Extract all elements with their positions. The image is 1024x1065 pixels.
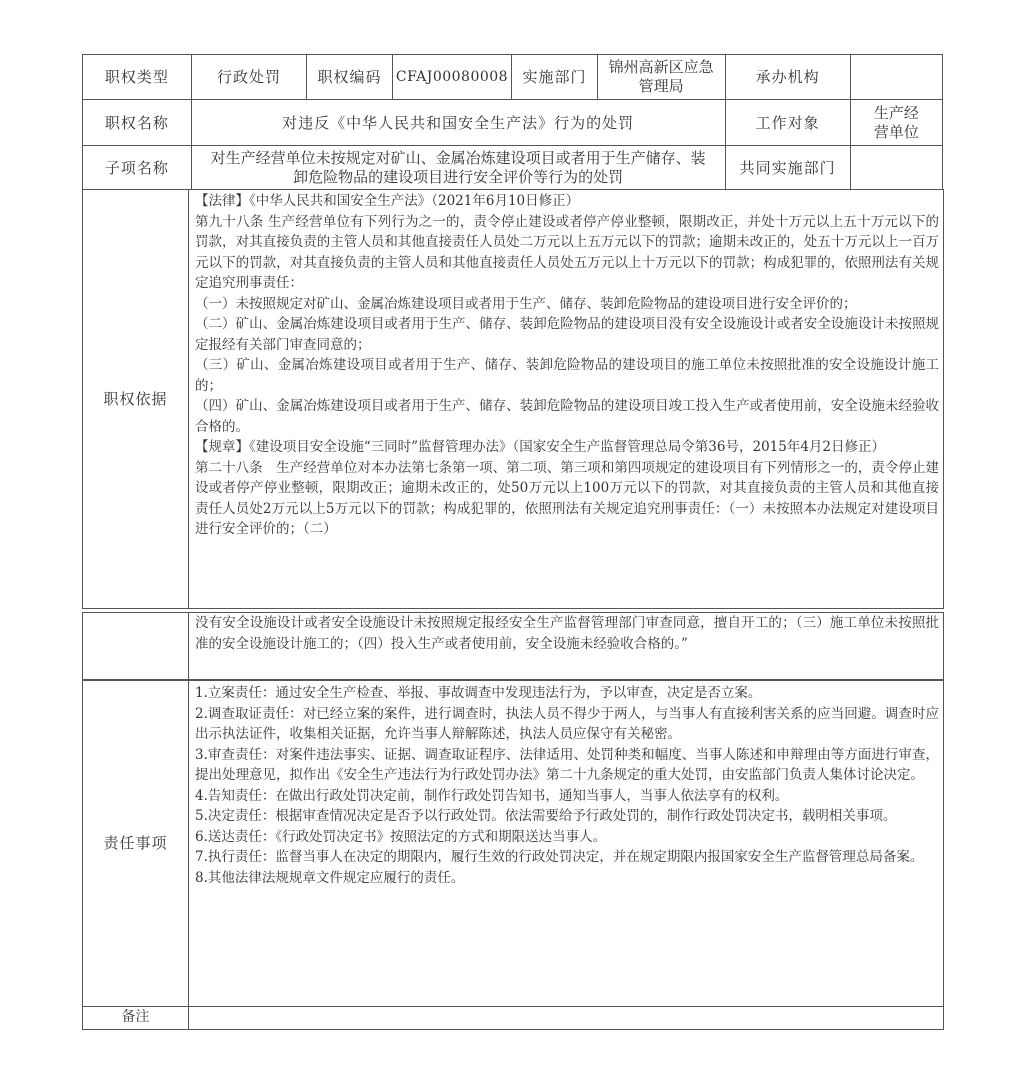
basis-paragraph: 第二十八条 生产经营单位对本办法第七条第一项、第二项、第三项和第四项规定的建设项目有下列情形之一的，责令停止建设或者停产停业整顿，限期改正；逾期未改正的，处50万元以上100万元以下的罚款，对其直接负责的主管人员和其他直接责任人员处2万元以上5万元以下的罚款；构成犯罪的，依照刑法有关规定追究刑事责任：（一）未按照本办法规定对建设项目进行安全评价的；（二） [195, 459, 939, 537]
duty-item: 5.决定责任：根据审查情况决定是否予以行政处罚。依法需要给予行政处罚的，制作行政处罚决定书，载明相关事项。 [195, 808, 897, 824]
target-value: 生产经营单位 [850, 100, 942, 146]
basis-paragraph: （一）未按照规定对矿山、金属冶炼建设项目或者用于生产、储存、装卸危险物品的建设项目进行安全评价的； [195, 295, 857, 312]
basis-paragraph: （三）矿山、金属冶炼建设项目或者用于生产、储存、装卸危险物品的建设项目的施工单位未按照批准的安全设施设计施工的； [195, 357, 939, 394]
dept-label: 实施部门 [512, 55, 597, 100]
continuation-label-cell [83, 613, 189, 680]
code-label: 职权编码 [307, 55, 392, 100]
dept-value: 锦州高新区应急管理局 [597, 55, 725, 100]
basis-paragraph: 第九十八条 生产经营单位有下列行为之一的，责令停止建设或者停产停业整顿，限期改正，并处十万元以上五十万元以下的罚款，对其直接负责的主管人员和其他直接责任人员处二万元以上五万元以下的罚款；逾期未改正的，处五十万元以上一百万元以下的罚款，对其直接负责的主管人员和其他直接责任人员处五万元以上十万元以下的罚款；构成犯罪的，依照刑法有关规定追究刑事责任： [195, 213, 939, 291]
type-value: 行政处罚 [191, 55, 307, 100]
sub-label: 子项名称 [83, 146, 192, 190]
duties-table [82, 680, 944, 1030]
org-label: 承办机构 [725, 55, 850, 100]
header-table [82, 54, 943, 190]
basis-continuation-table [82, 612, 944, 680]
basis-paragraph: （二）矿山、金属冶炼建设项目或者用于生产、储存、装卸危险物品的建设项目没有安全设施设计或者安全设施设计未按照规定报经有关部门审查同意的； [195, 316, 939, 353]
type-label: 职权类型 [83, 55, 192, 100]
duty-item: 1.立案责任：通过安全生产检查、举报、事故调查中发现违法行为，予以审查，决定是否立案。 [195, 685, 762, 701]
duty-item: 2.调查取证责任：对已经立案的案件，进行调查时，执法人员不得少于两人，与当事人有直接利害关系的应当回避。调查时应出示执法证件，收集相关证据，允许当事人辩解陈述，执法人员应保守有关秘密。 [195, 705, 939, 742]
code-value: CFAJ00080008 [392, 55, 512, 100]
basis-paragraph: 【法律】《中华人民共和国安全生产法》（2021年6月10日修正） [195, 193, 580, 209]
duty-item: 8.其他法律法规规章文件规定应履行的责任。 [195, 869, 465, 886]
target-label: 工作对象 [725, 100, 850, 146]
org-value [850, 55, 942, 100]
duty-item: 3.审查责任：对案件违法事实、证据、调查取证程序、法律适用、处罚种类和幅度、当事人陈述和申辩理由等方面进行审查，提出处理意见，拟作出《安全生产违法行为行政处罚办法》第二十九条规定的重大处罚，由安监部门负责人集体讨论决定。 [195, 746, 939, 783]
duties-content [189, 681, 944, 1007]
joint-value [850, 146, 942, 190]
name-label: 职权名称 [83, 100, 192, 146]
remarks-label: 备注 [83, 1006, 189, 1029]
joint-label: 共同实施部门 [725, 146, 850, 190]
basis-paragraph: （四）矿山、金属冶炼建设项目或者用于生产、储存、装卸危险物品的建设项目竣工投入生产或者使用前，安全设施未经验收合格的。 [195, 398, 939, 435]
basis-label: 职权依据 [83, 190, 189, 609]
duty-item: 6.送达责任：《行政处罚决定书》按照法定的方式和期限送达当事人。 [195, 828, 607, 845]
sub-value: 对生产经营单位未按规定对矿山、金属冶炼建设项目或者用于生产储存、装卸危险物品的建设项目进行安全评价等行为的处罚 [191, 146, 725, 190]
remarks-value [189, 1006, 944, 1029]
basis-paragraph: 【规章】《建设项目安全设施“三同时”监督管理办法》（国家安全生产监督管理总局令第36号，2015年4月2日修正） [195, 439, 886, 455]
basis-continuation: 没有安全设施设计或者安全设施设计未按照规定报经安全生产监督管理部门审查同意，擅自开工的；（三）施工单位未按照批准的安全设施设计施工的；（四）投入生产或者使用前，安全设施未经验收合格的。” [189, 613, 944, 680]
basis-table [82, 189, 944, 609]
duty-item: 4.告知责任：在做出行政处罚决定前，制作行政处罚告知书，通知当事人，当事人依法享有的权利。 [195, 787, 789, 804]
duties-label: 责任事项 [83, 681, 189, 1007]
duty-item: 7.执行责任：监督当事人在决定的期限内，履行生效的行政处罚决定，并在规定期限内报国家安全生产监督管理总局备案。 [195, 849, 924, 865]
name-value: 对违反《中华人民共和国安全生产法》行为的处罚 [191, 100, 725, 146]
basis-content [189, 190, 944, 609]
